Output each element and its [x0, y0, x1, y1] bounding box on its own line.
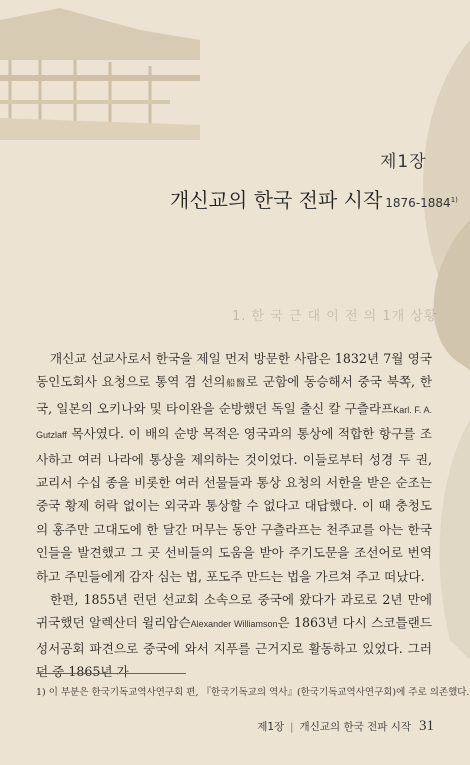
paragraph-text: 은 1863년 다시 스코틀랜드 성서공회 파견으로 중국에 와서 지푸를 근거지로 활동하고 있었다. 그러던 중 1865년 가: [36, 615, 432, 680]
body-text: [36, 347, 432, 684]
faint-show-through-heading: 1. 한 국 근 대 이 전 의 1개 상황: [232, 309, 438, 324]
paragraph-text: 목사였다. 이 배의 순방 목적은 영국과의 통상에 적합한 항구를 조사하고 여러 나라에 통상을 제의하는 것이었다. 이들로부터 성경 두 권, 교리서 수십 종을 비롯한 여러 선물들과 통상 요청의 서한을 받은 순조는 중국 황제 허락 없이는 외국과 통상할 수 없다고 대답했다. 이 때 충청도의 홍주만 고대도에 한 달간 머무는 동안 구츨라프는 천주교를 아는 한국인들을 발견했고 그 곳 선비들의 도움을 받아 주기도문을 조선어로 번역하고 주민들에게 감자 심는 법, 포도주 만드는 법을 가르쳐 주고 떠났다.: [36, 426, 432, 584]
page-number: 31: [419, 718, 434, 734]
title-years-text: 1876-1884: [385, 196, 451, 210]
footer-chapter: 제1장: [257, 721, 285, 733]
paragraph-text: 개신교 선교사로서 한국을 제일 먼저 방문한 사람은 1832년 7월 영국 동인도회사 요청으로 통역 겸 선의: [36, 351, 432, 390]
paragraph: [36, 347, 432, 588]
hanja-gloss: 船醫: [225, 379, 246, 390]
latin-name: Alexander Williamson: [190, 619, 278, 630]
paragraph: [36, 588, 432, 684]
footer-title: 개신교의 한국 전파 시작: [299, 721, 411, 733]
footnote-divider: [36, 673, 186, 674]
footer-separator: |: [290, 722, 294, 733]
paragraph-text: 로 군함에 동승해서 중국 북쪽, 한국, 일본의 오키나와 및 타이완을 순방했던 독일 출신 칼 구츨라프: [36, 374, 432, 416]
chapter-label: 제1장: [380, 152, 427, 172]
running-footer: [257, 718, 434, 735]
title-footnote-ref: 1): [450, 196, 458, 204]
traditional-building-illustration: [0, 0, 200, 140]
paragraph-text: 한편, 1855년 런던 선교회 소속으로 중국에 왔다가 과로로 2년 만에 귀국했던 알렉산더 윌리암슨: [36, 592, 432, 631]
latin-name: Karl. F. A. Gutzlaff: [36, 404, 433, 441]
chapter-title: [170, 184, 458, 213]
chapter-title-text: 개신교의 한국 전파 시작: [170, 188, 383, 212]
chapter-title-years: [385, 196, 458, 210]
footnote: 1) 이 부분은 한국기독교역사연구회 편, 『한국기독교의 역사』(한국기독교역사연구회)에 주로 의존했다.: [36, 687, 470, 698]
